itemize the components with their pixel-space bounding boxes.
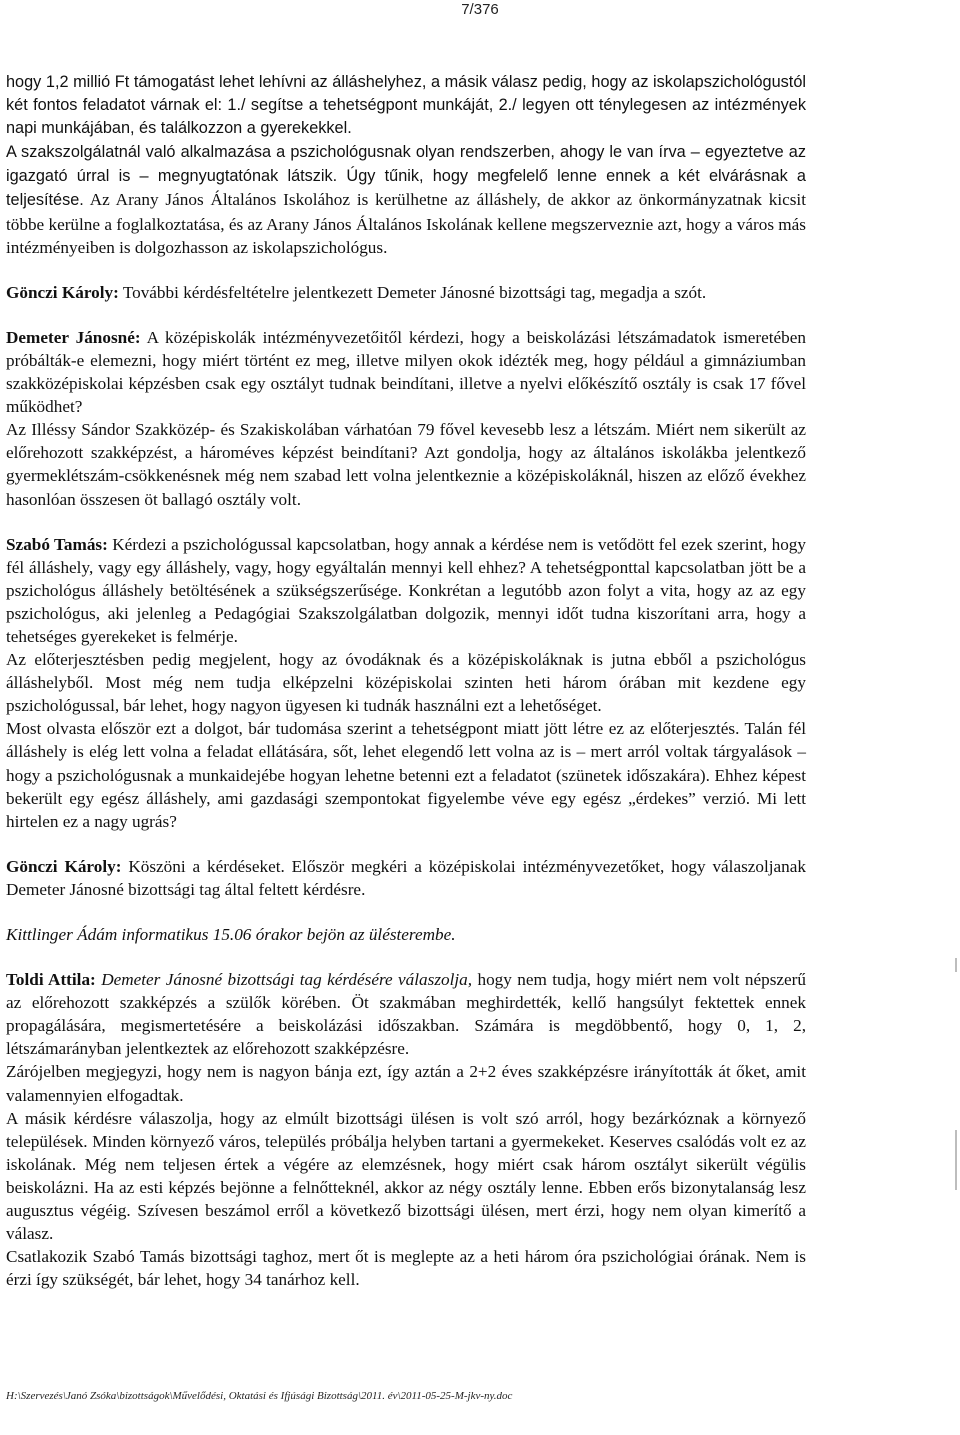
speaker-text: hogy nem tudja, hogy miért nem volt népszerű az előrehozott szakképzés a szülők körében. Öt szakmában meghirdették, kellő hangsúlyt fektettek ennek propagálására, megismertetésére a beiskolázási időszakban. Számára is megdöbbentő, hogy 0, 1, 2, létszámarányban jelentkeztek az előrehozott szakképzésre. [6,970,806,1059]
paragraph-serif-part: Az Arany János Általános Iskolához is kerülhetne az álláshely, de akkor az önkormányzatnak kicsit többe kerülne a foglalkoztatása, és az Arany János Általános Iskolának kellene megszerveznie azt, hogy a város más intézményeiben is dolgozhasson az iskolapszichológus. [6,190,806,257]
document-body [6,71,806,1291]
speaker-name: Gönczi Károly: [6,282,119,302]
speaker-text: Köszöni a kérdéseket. Először megkéri a középiskolai intézményvezetőket, hogy válaszoljanak Demeter Jánosné bizottsági tag által feltett kérdésre. [6,856,806,899]
paragraph-sans-part: A szakszolgálatnál való alkalmazása a pszichológusnak olyan rendszerben, ahogy le van írva – egyeztetve az igazgató úrral is – megnyugtatónak látszik. Úgy tűnik, hogy megfelelő lenne ennek a két elvárásnak a teljesítése. [6,143,806,210]
page-number: 7/376 [461,1,499,18]
speaker-name: Szabó Tamás: [6,534,108,554]
paragraph: hogy 1,2 millió Ft támogatást lehet lehívni az álláshelyhez, a másik válasz pedig, hogy az iskolapszichológustól két fontos feladatot várnak el: 1./ segítse a tehetségpont munkáját, 2./ legyen ott ténylegesen az intézmények napi munkájában, és találkozzon a gyerekekkel. [6,73,806,138]
paragraph [6,855,806,901]
speaker-name: Demeter Jánosné: [6,327,141,347]
procedural-note: Kittlinger Ádám informatikus 15.06 órakor bejön az ülésterembe. [6,925,456,944]
paragraph: A másik kérdésre válaszolja, hogy az elmúlt bizottsági ülésen is volt szó arról, hogy bezárkóznak a környező települések. Minden környező város, település próbálja helyben tartani a gyermekeket. Keserves csalódás volt ez az iskolának. Még nem teljesen értek a végére az elemzésnek, hogy miért csak három osztályt sikerült végülis beiskolázni. Ha az esti képzés bejönne a felnőtteknél, akkor az négy osztály lenne. Ebben erős bizonytalanság lesz augusztus végéig. Szívesen beszámol erről a következő bizottsági ülésen, mert érzi, hogy nem olyan kimerítő a válasz. [6,1108,806,1244]
paragraph: Most olvasta először ezt a dolgot, bár tudomása szerint a tehetségpont miatt jött létre ez az előterjesztés. Talán fél álláshely is elég lett volna a feladat ellátására, sőt, lehet elegendő lett volna az is – mert arról voltak tárgyalások – hogy a pszichológusnak a munkaidejébe hogyan lehetne betenni ezt a feladatot (szünetek időszakára). Ehhez képest bekerült egy egész álláshely, ami gazdasági szempontokat figyelembe véve egy egész „érdekes” verzió. Mi lett hirtelen ez a nagy ugrás? [6,719,806,831]
paragraph [6,533,806,648]
paragraph [6,968,806,1060]
paragraph: Zárójelben megjegyzi, hogy nem is nagyon bánja ezt, így aztán a 2+2 éves szakképzésre irányították át őket, amit valamennyien elfogadtak. [6,1062,806,1105]
speaker-italic-text: Demeter Jánosné bizottsági tag kérdésére válaszolja, [95,970,473,990]
paragraph: Az Illéssy Sándor Szakközép- és Szakiskolában várhatóan 79 fővel kevesebb lesz a létszám. Miért nem sikerült az előrehozott szakképzést, a hároméves képzést beindítani? Azt gondolja, hogy az általános iskolákba jelentkező gyermeklétszám-csökkenésnek még nem szabad lett volna jelentkeznie a középiskoláknál, hiszen az előző évekhez hasonlóan összesen öt ballagó osztály volt. [6,420,806,509]
paragraph: Az előterjesztésben pedig megjelent, hogy az óvodáknak és a középiskoláknak is jutna ebből a pszichológus álláshelyből. Most még nem tudja elképzelni középiskolai szinten heti három órában mit kezdene egy pszichológussal, bár lehet, hogy nagyon ügyesen ki tudnák használni ezt a lehetőséget. [6,650,806,716]
paragraph [6,140,806,258]
speaker-text: A középiskolák intézményvezetőitől kérdezi, hogy a beiskolázási létszámadatok ismeretében próbálták-e elemezni, hogy miért történt ez meg, illetve milyen okok idézték meg, hogy például a gimnáziumban szakközépiskolai képzésben csak egy osztályt tudnak beindítani, illetve a nyelvi előkészítő osztály is csak 17 fővel működhet? [6,327,806,417]
speaker-text: Kérdezi a pszichológussal kapcsolatban, hogy annak a kérdése nem is vetődött fel ezek szerint, hogy fél álláshely, vagy egy álláshely, vagy, hogy egyáltalán mennyi kell ehhez? A tehetségponttal kapcsolatban jött be a pszichológus álláshely betöltésének a szükségszerűsége. Konkrétan a legutóbb azon folyt a vita, hogy az az egy pszichológus, aki jelenleg a Pedagógiai Szakszolgálatban dolgozik, mennyi időt tudna kiszorítani arra, hogy a tehetséges gyerekeket is felmérje. [6,534,806,646]
scan-edge-mark [955,1130,957,1190]
paragraph [6,326,806,418]
speaker-name: Toldi Attila: [6,970,96,990]
speaker-name: Gönczi Károly: [6,856,122,876]
paragraph: Csatlakozik Szabó Tamás bizottsági taghoz, mert őt is meglepte az a heti három óra pszichológiai órának. Nem is érzi így szükségét, bár lehet, hogy 34 tanárhoz kell. [6,1247,806,1290]
scan-edge-mark [955,958,957,972]
paragraph [6,281,806,304]
speaker-text: További kérdésfeltételre jelentkezett Demeter Jánosné bizottsági tag, megadja a szót. [118,282,707,302]
footer-file-path: H:\Szervezés\Janó Zsóka\bizottságok\Művelődési, Oktatási és Ifjúsági Bizottság\2011. év\2011-05-25-M-jkv-ny.doc [6,1390,513,1402]
